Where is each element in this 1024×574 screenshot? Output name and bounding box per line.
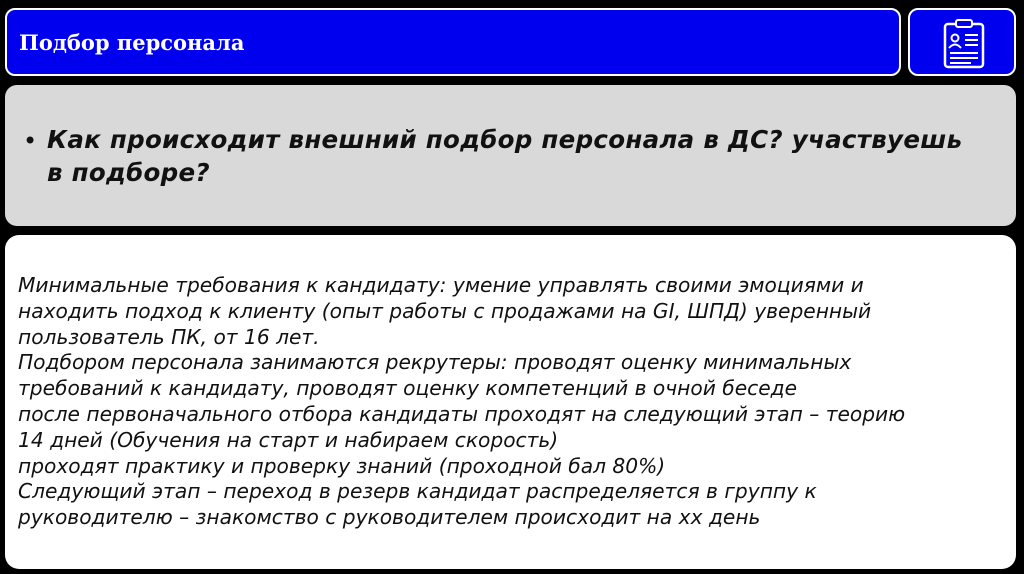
title-bar (5, 8, 901, 76)
header-icon-box (908, 8, 1016, 76)
answer-line: Минимальные требования к кандидату: умение управлять своими эмоциями и (18, 273, 864, 297)
answer-line: руководителю – знакомство с руководителем происходит на хх день (18, 505, 761, 530)
answer-line: проходят практику и проверку знаний (проходной бал 80%) (18, 453, 666, 478)
page-title: Подбор персонала (19, 30, 245, 55)
question-text: Как происходит внешний подбор персонала в ДС? участвуешь в подборе? (47, 125, 963, 187)
answer-line: 14 дней (Обучения на старт и набираем скорость) (18, 427, 559, 452)
answer-line: требований к кандидату, проводят оценку компетенций в очной беседе (18, 376, 798, 401)
question-panel (5, 85, 1016, 226)
answer-line: Следующий этап – переход в резерв кандидат распределяется в группу к (18, 479, 817, 504)
clipboard-resume-icon (943, 19, 985, 69)
answer-line: пользователь ПК, от 16 лет. (18, 324, 320, 349)
answer-line: Подбором персонала занимаются рекрутеры: проводят оценку минимальных (18, 350, 852, 375)
answer-panel (5, 235, 1016, 569)
answer-line: находить подход к клиенту (опыт работы с продажами на GI, ШПД) уверенный (18, 298, 872, 323)
answer-text (18, 273, 1008, 531)
answer-line: после первоначального отбора кандидаты проходят на следующий этап – теорию (18, 401, 906, 426)
bullet-point: • (23, 127, 38, 155)
